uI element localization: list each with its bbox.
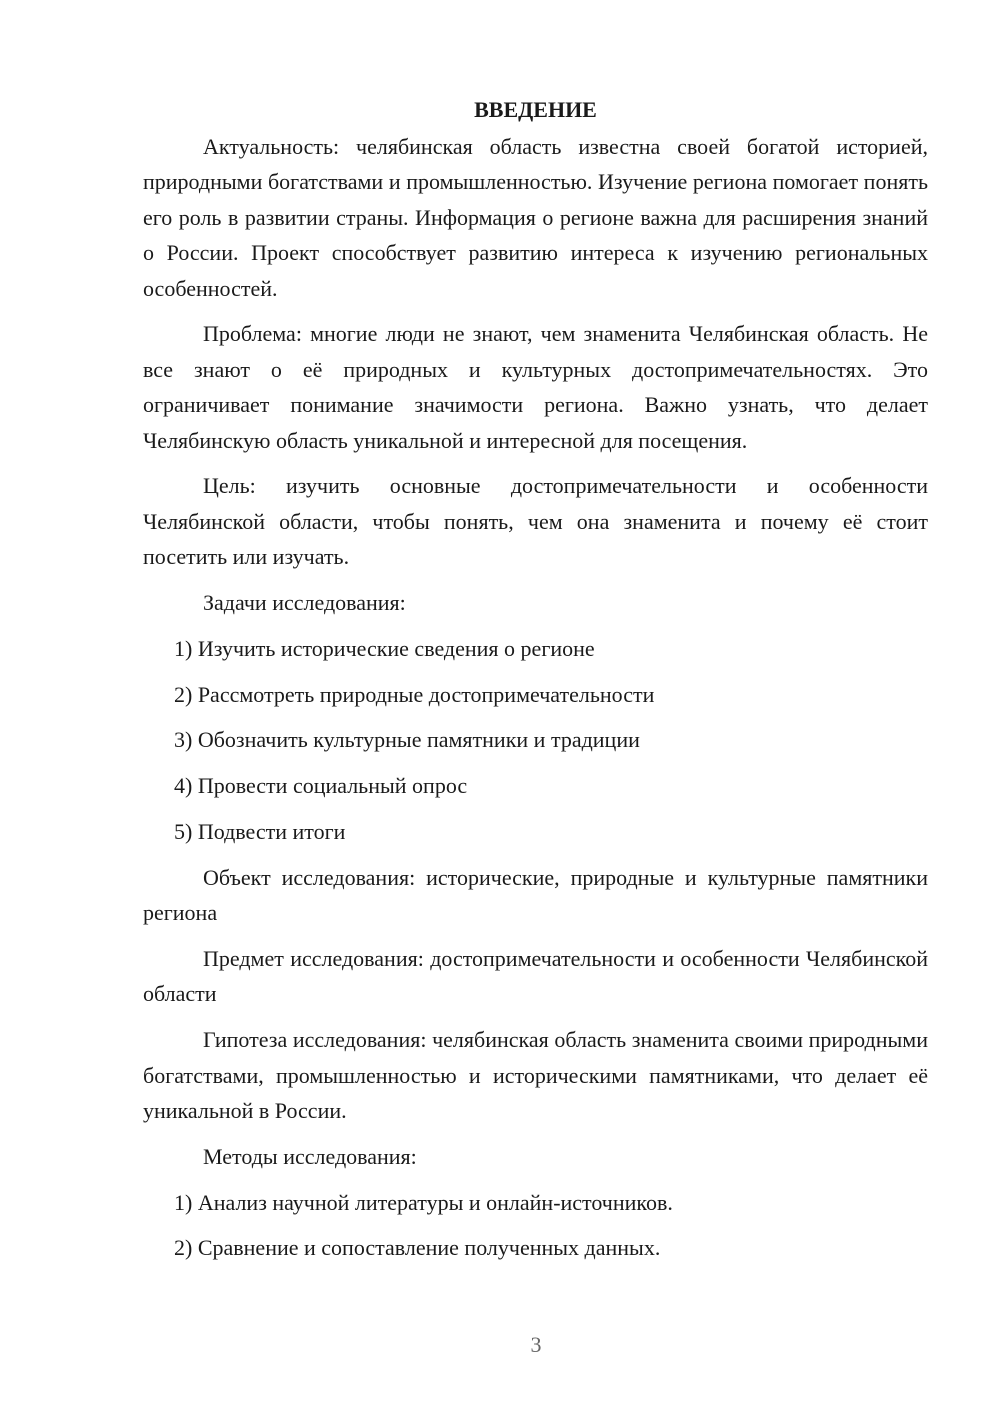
method-item-1: 1) Анализ научной литературы и онлайн-источников.: [174, 1189, 673, 1215]
page-number: 3: [530, 1332, 542, 1357]
problem-paragraph: Проблема: многие люди не знают, чем знаменита Челябинская область. Не все знают о её природных и культурных достопримечательностях. Это ограничивает понимание значимости региона. Важно узнать, что делает Челябинскую область уникальной и интересной для посещения.: [143, 321, 928, 453]
goal-paragraph: Цель: изучить основные достопримечательности и особенности Челябинской области, чтобы понять, чем она знаменита и почему её стоит посетить или изучать.: [143, 473, 928, 570]
task-item-1: 1) Изучить исторические сведения о регионе: [174, 635, 595, 661]
section-title: ВВЕДЕНИЕ: [474, 97, 597, 122]
document-page: [143, 92, 928, 1276]
object-paragraph: Объект исследования: исторические, природные и культурные памятники региона: [143, 864, 928, 926]
hypothesis-paragraph: Гипотеза исследования: челябинская область знаменита своими природными богатствами, промышленностью и историческими памятниками, что делает её уникальной в России.: [143, 1027, 928, 1124]
task-item-3: 3) Обозначить культурные памятники и традиции: [174, 727, 640, 753]
tasks-heading: Задачи исследования:: [203, 590, 406, 616]
subject-paragraph: Предмет исследования: достопримечательности и особенности Челябинской области: [143, 946, 928, 1007]
task-item-5: 5) Подвести итоги: [174, 819, 346, 845]
relevance-paragraph: Актуальность: челябинская область известна своей богатой историей, природными богатствами и промышленностью. Изучение региона помогает понять его роль в развитии страны. Информация о регионе важна для расширения знаний о России. Проект способствует развитию интереса к изучению региональных особенностей.: [143, 134, 928, 301]
task-item-2: 2) Рассмотреть природные достопримечательности: [174, 681, 655, 707]
method-item-2: 2) Сравнение и сопоставление полученных данных.: [174, 1235, 661, 1261]
task-item-4: 4) Провести социальный опрос: [174, 773, 468, 799]
methods-heading: Методы исследования:: [203, 1143, 417, 1169]
